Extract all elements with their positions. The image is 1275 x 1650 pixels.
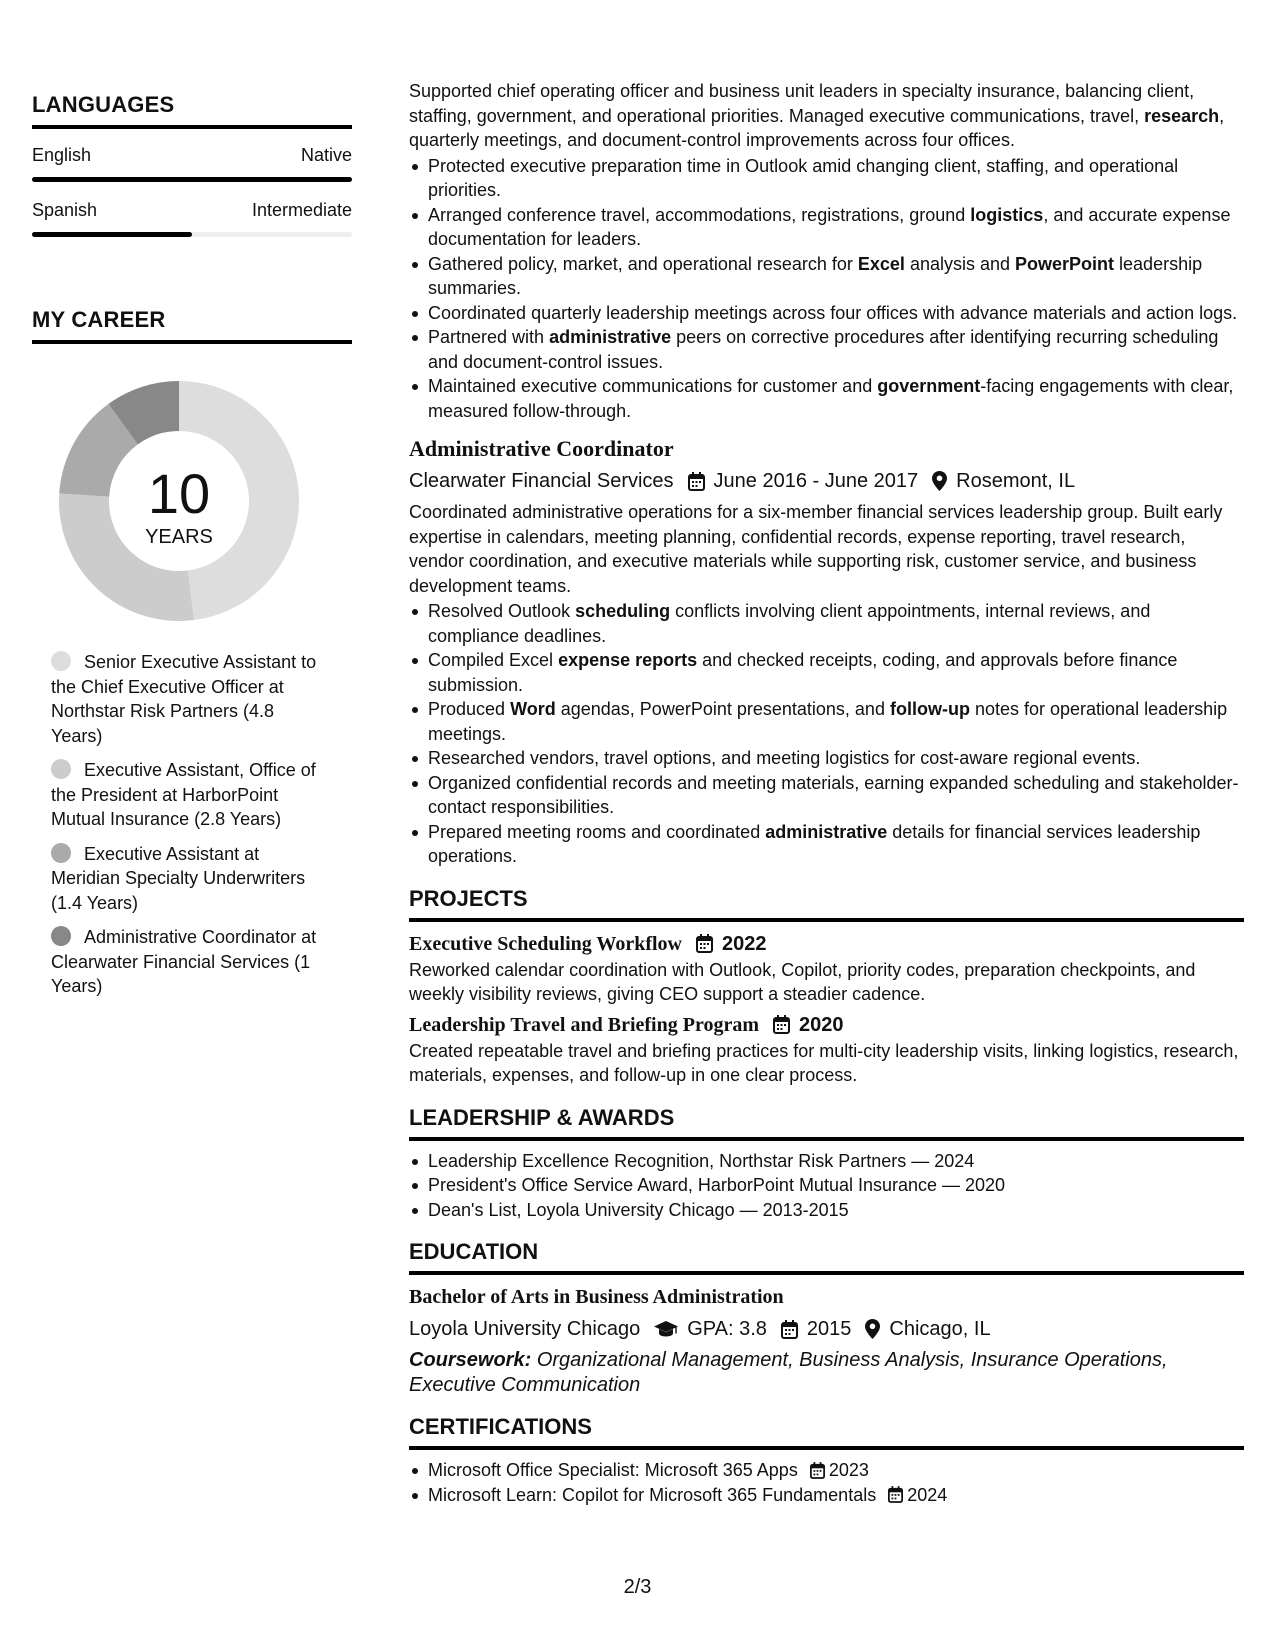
language-level-bar-fill: [32, 177, 352, 182]
career-total-number: 10: [147, 462, 211, 525]
project-description: Reworked calendar coordination with Outlook, Copilot, priority codes, preparation checkpoints, and weekly visibility reviews, giving CEO support a steadier cadence.: [409, 959, 1196, 1004]
legend-item: [51, 650, 321, 748]
job-meta: [409, 467, 1244, 495]
legend-label: Executive Assistant, Office of the President at HarborPoint Mutual Insurance (2.8 Years): [51, 760, 316, 829]
certification-item: [409, 1483, 1244, 1508]
legend-dot: [51, 843, 71, 863]
career-heading: MY CAREER: [32, 307, 352, 344]
legend-dot: [51, 926, 71, 946]
calendar-icon: [773, 1015, 790, 1034]
language-level-bar-fill: [32, 232, 192, 237]
location-pin-icon: [932, 471, 947, 491]
education-location: Chicago, IL: [889, 1318, 991, 1340]
language-level-bar: [32, 177, 352, 182]
certification-name: Microsoft Learn: Copilot for Microsoft 365 Fundamentals: [428, 1484, 877, 1505]
project-year: 2020: [799, 1013, 844, 1036]
legend-label: Executive Assistant at Meridian Specialty Underwriters (1.4 Years): [51, 843, 306, 913]
calendar-icon: [688, 472, 705, 491]
award-item: President's Office Service Award, HarborPoint Mutual Insurance — 2020: [409, 1173, 1244, 1198]
job-title: Administrative Coordinator: [409, 436, 674, 461]
certification-name: Microsoft Office Specialist: Microsoft 365 Apps: [428, 1460, 798, 1480]
experience-bullet: Gathered policy, market, and operational research for Excel analysis and PowerPoint leadership summaries.: [409, 252, 1244, 301]
education-coursework: [409, 1348, 1244, 1397]
calendar-icon: [696, 934, 713, 953]
coursework-label: Coursework:: [409, 1349, 532, 1371]
job-bullet: Researched vendors, travel options, and meeting logistics for cost-aware regional events.: [409, 746, 1244, 771]
experience-bullet: Maintained executive communications for customer and government-facing engagements with clear, measured follow-through.: [409, 374, 1244, 423]
calendar-icon: [810, 1462, 825, 1479]
job-company: Clearwater Financial Services: [409, 470, 674, 492]
award-item: Dean's List, Loyola University Chicago — 2013-2015: [409, 1198, 1244, 1223]
job-bullet: Compiled Excel expense reports and checked receipts, coding, and approvals before finance submission.: [409, 648, 1244, 697]
legend-label: Senior Executive Assistant to the Chief Executive Officer at Northstar Risk Partners (4.8 Years): [51, 652, 317, 746]
certification-year: 2023: [828, 1460, 869, 1480]
job-location: Rosemont, IL: [956, 470, 1076, 492]
legend-item: [51, 925, 321, 999]
projects-heading: PROJECTS: [409, 885, 1244, 922]
job-bullet: Resolved Outlook scheduling conflicts involving client appointments, internal reviews, and compliance deadlines.: [409, 599, 1244, 648]
language-name: English: [32, 145, 92, 165]
legend-dot: [51, 759, 71, 779]
project-title: Leadership Travel and Briefing Program: [409, 1013, 759, 1036]
experience-bullet: Protected executive preparation time in Outlook amid changing client, staffing, and operational priorities.: [409, 154, 1244, 203]
experience-bullets: [409, 154, 1244, 424]
education-gpa: GPA: 3.8: [687, 1318, 767, 1340]
award-item: Leadership Excellence Recognition, Northstar Risk Partners — 2024: [409, 1149, 1244, 1174]
experience-summary: Supported chief operating officer and business unit leaders in specialty insurance, balancing client, staffing, government, and operational priorities. Managed executive communications, travel, research, quarterly meetings, and document-control improvements across four offices.: [409, 81, 1225, 150]
language-level-bar: [32, 232, 352, 237]
language-level: Native: [300, 145, 352, 165]
coursework-text: Organizational Management, Business Analysis, Insurance Operations, Executive Communication: [409, 1349, 1168, 1396]
calendar-icon: [781, 1320, 798, 1339]
graduation-cap-icon: [654, 1321, 678, 1338]
education-year: 2015: [806, 1318, 852, 1340]
experience-bullet: Arranged conference travel, accommodations, registrations, ground logistics, and accurate expense documentation for leaders.: [409, 203, 1244, 252]
project-item: [409, 1011, 1244, 1088]
job-bullet: Organized confidential records and meeting materials, earning expanded scheduling and stakeholder-contact responsibilities.: [409, 771, 1244, 820]
languages-heading: LANGUAGES: [32, 92, 352, 129]
location-pin-icon: [865, 1319, 880, 1339]
left-column: [32, 92, 352, 1009]
legend-item: [51, 758, 321, 832]
certification-year: 2024: [907, 1484, 948, 1505]
project-item: [409, 930, 1244, 1007]
experience-bullet: Partnered with administrative peers on corrective procedures after identifying recurring scheduling and document-control issues.: [409, 325, 1244, 374]
project-description: Created repeatable travel and briefing practices for multi-city leadership visits, linking logistics, research, materials, expenses, and follow-up in one clear process.: [409, 1040, 1239, 1085]
right-column: [409, 79, 1244, 1507]
career-legend: [51, 650, 321, 999]
education-school: Loyola University Chicago: [409, 1318, 641, 1340]
project-year: 2022: [722, 932, 767, 955]
legend-dot: [51, 651, 71, 671]
certifications-heading: CERTIFICATIONS: [409, 1413, 1244, 1450]
certification-item: [409, 1458, 1244, 1483]
education-heading: EDUCATION: [409, 1238, 1244, 1275]
awards-heading: LEADERSHIP & AWARDS: [409, 1104, 1244, 1141]
job-bullet: Prepared meeting rooms and coordinated administrative details for financial services leadership operations.: [409, 820, 1244, 869]
education-meta: [409, 1315, 1244, 1343]
career-donut-chart: [56, 378, 302, 624]
language-item: [32, 200, 352, 237]
career-total-unit: YEARS: [145, 526, 213, 548]
project-title: Executive Scheduling Workflow: [409, 932, 682, 955]
page-number: 2/3: [623, 1576, 652, 1598]
job-summary: Coordinated administrative operations for a six-member financial services leadership group. Built early expertise in calendars, meeting planning, confidential records, expense reporting, travel research, vendor coordination, and executive materials while supporting risk, customer service, and business development teams.: [409, 502, 1223, 596]
awards-list: [409, 1149, 1244, 1223]
career-donut-center: [56, 378, 302, 624]
calendar-icon: [888, 1486, 903, 1503]
language-item: [32, 145, 352, 182]
job-dates: June 2016 - June 2017: [713, 470, 919, 492]
certifications-list: [409, 1458, 1244, 1507]
legend-label: Administrative Coordinator at Clearwater Financial Services (1 Years): [51, 927, 317, 996]
experience-bullet: Coordinated quarterly leadership meetings across four offices with advance materials and action logs.: [409, 301, 1244, 326]
legend-item: [51, 842, 321, 916]
language-level: Intermediate: [251, 200, 352, 220]
job-bullets: [409, 599, 1244, 869]
language-name: Spanish: [32, 200, 98, 220]
education-degree: Bachelor of Arts in Business Administration: [409, 1286, 784, 1308]
job-bullet: Produced Word agendas, PowerPoint presentations, and follow-up notes for operational leadership meetings.: [409, 697, 1244, 746]
